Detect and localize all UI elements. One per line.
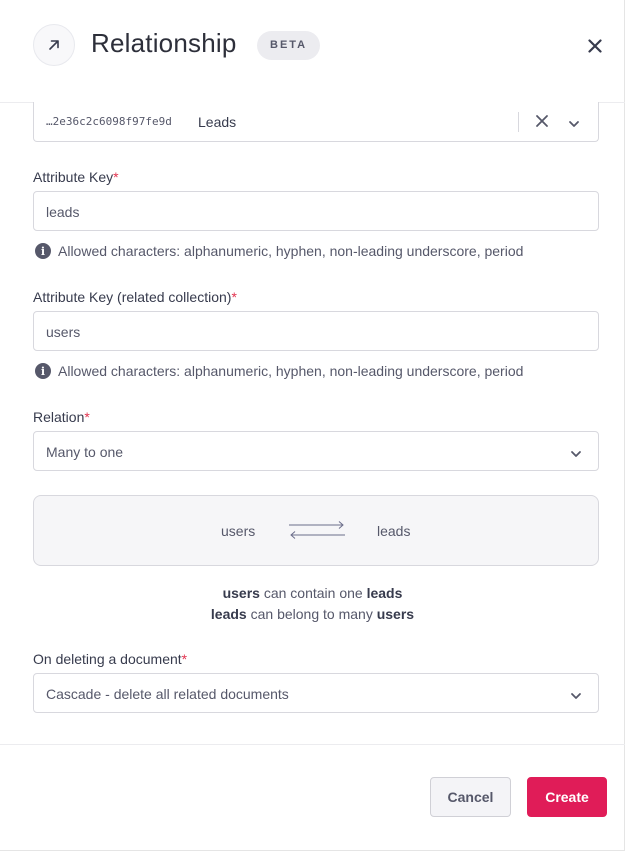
- summary-object: users: [376, 606, 415, 622]
- modal-header: [0, 0, 625, 103]
- modal-title: Relationship: [91, 28, 237, 58]
- clear-selection-icon[interactable]: [534, 113, 550, 132]
- summary-object: leads: [366, 585, 403, 601]
- info-icon: i: [35, 243, 51, 259]
- attribute-key-value: leads: [46, 204, 80, 220]
- required-mark: *: [181, 651, 188, 667]
- attribute-key-input[interactable]: [33, 191, 599, 231]
- chevron-down-icon: [570, 688, 582, 704]
- chevron-down-icon: [570, 446, 582, 462]
- summary-verb: can belong to many: [250, 606, 373, 622]
- required-mark: *: [113, 169, 119, 185]
- relation-value: Many to one: [46, 444, 124, 460]
- info-icon: i: [35, 363, 51, 379]
- diagram-to: leads: [377, 523, 411, 539]
- summary-subject: leads: [210, 606, 247, 622]
- related-collection-select[interactable]: [33, 102, 599, 142]
- close-button[interactable]: [582, 33, 608, 59]
- beta-badge: BETA: [257, 31, 320, 60]
- related-key-input[interactable]: [33, 311, 599, 351]
- footer-divider: [0, 744, 625, 745]
- select-separator: [518, 112, 519, 132]
- bidirectional-arrows-icon: [288, 520, 346, 545]
- related-key-hint: [35, 363, 523, 379]
- summary-verb: can contain one: [263, 585, 363, 601]
- relation-label: [33, 409, 90, 425]
- attribute-key-label: [33, 169, 119, 185]
- relationship-diagram: [33, 495, 599, 566]
- related-key-value: users: [46, 324, 81, 340]
- required-mark: *: [84, 409, 90, 425]
- arrow-up-right-icon: [33, 24, 75, 66]
- related-key-hint-text: Allowed characters: alphanumeric, hyphen, non-leading underscore, period: [58, 363, 524, 379]
- attribute-key-hint-text: Allowed characters: alphanumeric, hyphen, non-leading underscore, period: [58, 243, 524, 259]
- cancel-button[interactable]: Cancel: [430, 777, 511, 817]
- close-icon: [588, 39, 602, 53]
- related-key-label-text: Attribute Key (related collection): [33, 289, 232, 305]
- relation-select[interactable]: [33, 431, 599, 471]
- relation-summary-line-2: [0, 606, 625, 622]
- summary-subject: users: [222, 585, 260, 601]
- relation-summary-line-1: [0, 585, 625, 601]
- attribute-key-label-text: Attribute Key: [33, 169, 114, 185]
- on-delete-select[interactable]: [33, 673, 599, 713]
- relation-label-text: Relation: [33, 409, 85, 425]
- diagram-from: users: [221, 523, 256, 539]
- on-delete-label: [33, 651, 187, 667]
- attribute-key-hint: [35, 243, 523, 259]
- on-delete-value: Cascade - delete all related documents: [46, 686, 289, 702]
- related-key-label: [33, 289, 237, 305]
- collection-id: …2e36c2c6098f97fe9d: [46, 115, 172, 128]
- collection-name: Leads: [198, 114, 237, 130]
- required-mark: *: [231, 289, 237, 305]
- create-button[interactable]: Create: [527, 777, 607, 817]
- on-delete-label-text: On deleting a document: [33, 651, 182, 667]
- chevron-down-icon[interactable]: [568, 116, 580, 132]
